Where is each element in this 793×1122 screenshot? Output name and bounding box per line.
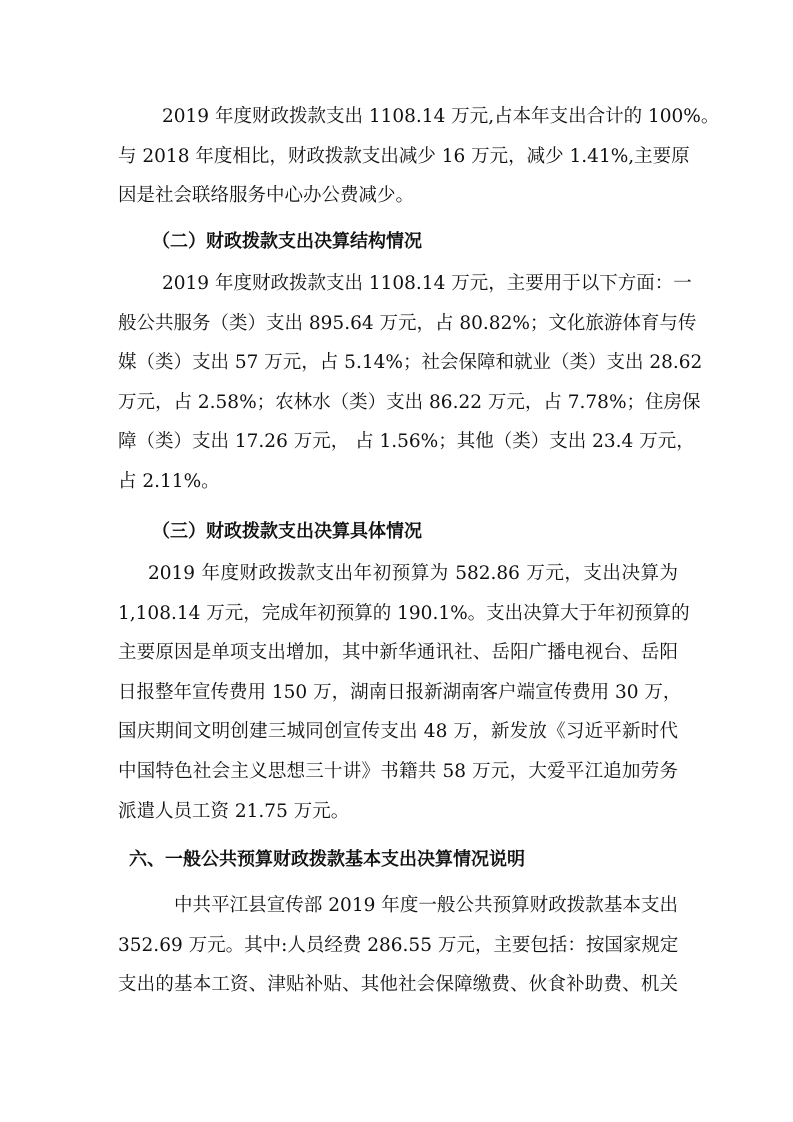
paragraph-expenditure-structure	[118, 264, 703, 502]
paragraph-line: 占 2.11%。	[118, 470, 220, 492]
paragraph-line: 日报整年宣传费用 150 万，湖南日报新湖南客户端宣传费用 30 万，	[118, 681, 682, 703]
paragraph-line: 障（类）支出 17.26 万元， 占 1.56%；其他（类）支出 23.4 万元，	[118, 431, 695, 453]
paragraph-line: 媒（类）支出 57 万元，占 5.14%；社会保障和就业（类）支出 28.62	[118, 352, 703, 374]
paragraph-line: 1,108.14 万元，完成年初预算的 190.1%。支出决算大于年初预算的	[118, 602, 690, 624]
paragraph-line: 因是社会联络服务中心办公费减少。	[118, 185, 415, 207]
paragraph-line: 万元，占 2.58%；农林水（类）支出 86.22 万元，占 7.78%；住房保	[118, 391, 701, 413]
section-heading-structure: （二）财政拨款支出决算结构情况	[152, 231, 422, 252]
paragraph-line: 2019 年度财政拨款支出年初预算为 582.86 万元，支出决算为	[148, 563, 678, 584]
paragraph-expenditure-summary	[118, 97, 720, 216]
paragraph-expenditure-details	[118, 554, 690, 831]
paragraph-basic-expenditure	[118, 886, 678, 1005]
paragraph-line: 派遣人员工资 21.75 万元。	[118, 800, 350, 822]
paragraph-line: 主要原因是单项支出增加，其中新华通讯社、岳阳广播电视台、岳阳	[118, 642, 678, 664]
paragraph-line: 国庆期间文明创建三城同创宣传支出 48 万，新发放《习近平新时代	[118, 721, 678, 743]
paragraph-line: 352.69 万元。其中:人员经费 286.55 万元，主要包括：按国家规定	[118, 934, 679, 956]
paragraph-line: 2019 年度财政拨款支出 1108.14 万元，主要用于以下方面：一	[162, 273, 692, 294]
paragraph-line: 中共平江县宣传部 2019 年度一般公共预算财政拨款基本支出	[174, 895, 678, 916]
paragraph-line: 般公共服务（类）支出 895.64 万元，占 80.82%；文化旅游体育与传	[118, 312, 697, 334]
paragraph-line: 2019 年度财政拨款支出 1108.14 万元,占本年支出合计的 100%。	[162, 106, 720, 127]
section-heading-basic-expenditure: 六、一般公共预算财政拨款基本支出决算情况说明	[129, 849, 525, 870]
paragraph-line: 支出的基本工资、津贴补贴、其他社会保障缴费、伙食补助费、机关	[118, 974, 678, 996]
paragraph-line: 与 2018 年度相比，财政拨款支出减少 16 万元，减少 1.41%,主要原	[118, 145, 690, 167]
section-heading-details: （三）财政拨款支出决算具体情况	[152, 521, 422, 542]
paragraph-line: 中国特色社会主义思想三十讲》书籍共 58 万元，大爱平江追加劳务	[118, 760, 678, 782]
